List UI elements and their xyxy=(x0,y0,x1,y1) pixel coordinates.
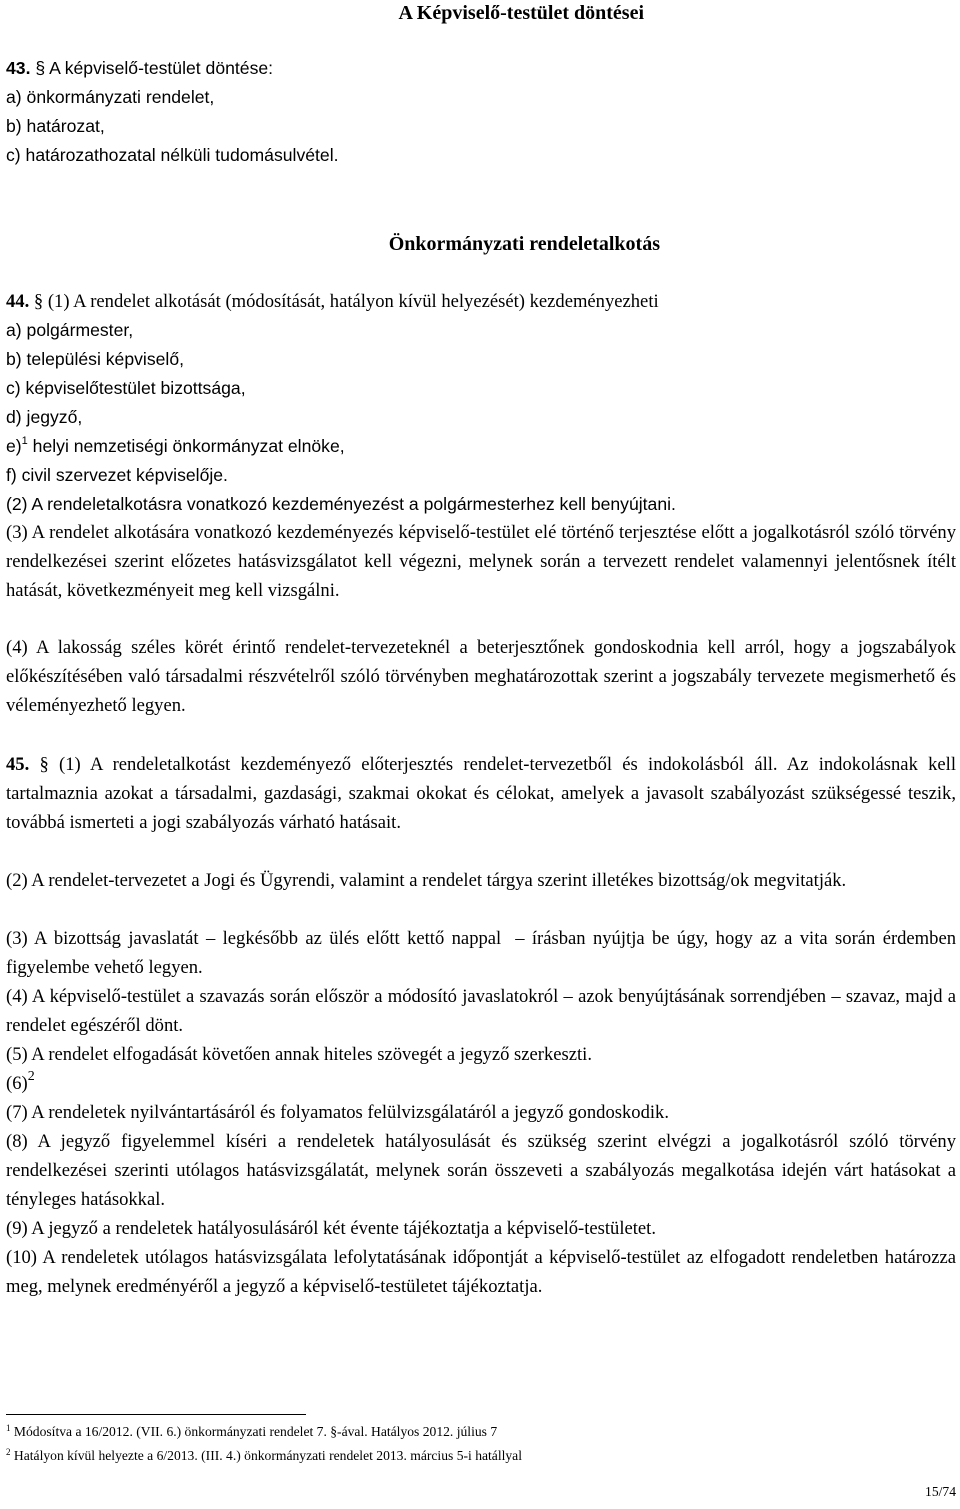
p6-label: (6) xyxy=(6,1073,28,1094)
section-45-p1-text: (1) A rendeletalkotást kezdeményező előterjesztés rendelet-tervezetből és indokolásból áll. Az indokolásnak kell tartalmaznia azokat a társadalmi, gazdasági, szakmai okokat és célokat, amelyek a javasolt szabályozást szükségessé teszik, továbbá ismerteti a jogi szabályozás várható hatásait. xyxy=(6,754,956,833)
section-heading: Önkormányzati rendeletalkotás xyxy=(388,233,660,255)
section-43-item-a: a) önkormányzati rendelet, xyxy=(6,87,215,107)
section-44-number: 44. xyxy=(6,291,30,312)
section-44-p1 xyxy=(6,287,956,316)
section-sign: § xyxy=(33,291,44,312)
section-44-item-d: d) jegyző, xyxy=(6,407,83,427)
section-45-p4: (4) A képviselő-testület a szavazás során először a módosító javaslatokról – azok benyújtásának sorrendjében – szavaz, majd a rendelet egészéről dönt. xyxy=(6,986,956,1036)
section-45-p7: (7) A rendeletek nyilvántartásáról és folyamatos felülvizsgálatáról a jegyző gondoskodik. xyxy=(6,1102,669,1123)
section-43-intro-text: A képviselő-testület döntése: xyxy=(49,58,274,78)
section-44-p1-text: (1) A rendelet alkotását (módosítását, hatályon kívül helyezését) kezdeményezheti xyxy=(47,291,659,312)
footnote-1-text: Módosítva a 16/2012. (VII. 6.) önkormányzati rendelet 7. §-ával. Hatályos 2012. július 7 xyxy=(13,1424,498,1439)
section-43-intro xyxy=(6,54,956,83)
section-43-number: 43. xyxy=(6,58,31,78)
section-44-p4: (4) A lakosság széles körét érintő rendelet-tervezeteknél a beterjesztőnek gondoskodnia kell arról, hogy a jogszabályok előkészítésében való társadalmi részvételről szóló törvényben meghatározottak szerint a jogszabály tervezete megismerhető és véleményezhető legyen. xyxy=(6,637,956,716)
footnote-ref-2[interactable]: 2 xyxy=(27,1069,35,1084)
section-44-p2: (2) A rendeletalkotásra vonatkozó kezdeményezést a polgármesterhez kell benyújtani. xyxy=(6,494,676,514)
footnote-2-text: Hatályon kívül helyezte a 6/2013. (III. 4.) önkormányzati rendelet 2013. március 5-i hatállyal xyxy=(13,1448,522,1463)
footnote-ref-1[interactable]: 1 xyxy=(21,435,28,447)
running-header: A Képviselő-testület döntései xyxy=(398,2,644,24)
section-45-p5: (5) A rendelet elfogadását követően annak hiteles szövegét a jegyző szerkeszti. xyxy=(6,1044,592,1065)
footnote-2-mark: 2 xyxy=(6,1447,11,1457)
section-45-p6 xyxy=(6,1069,956,1098)
section-45-p10: (10) A rendeletek utólagos hatásvizsgálata lefolytatásának időpontját a képviselő-testület az elfogadott rendeletben határozza meg, melynek eredményéről a jegyző a képviselő-testületet tájékoztatja. xyxy=(6,1247,956,1297)
section-45-number: 45. xyxy=(6,754,30,775)
section-45-p3-b: – írásban nyújtja be úgy, hogy az a vita során érdemben figyelembe vehető legyen. xyxy=(6,928,956,978)
section-45-p3 xyxy=(6,924,956,982)
footnote-separator xyxy=(6,1414,306,1415)
section-45-p8: (8) A jegyző figyelemmel kíséri a rendeletek hatályosulását és szükség szerint elvégzi a jogalkotásról szóló törvény rendelkezései szerinti utólagos hatásvizsgálatát, melynek során összeveti a szabályozás megalkotása idején várt hatásokat a tényleges hatásokkal. xyxy=(6,1131,956,1210)
section-45-p9: (9) A jegyző a rendeletek hatályosulásáról két évente tájékoztatja a képviselő-testületet. xyxy=(6,1218,656,1239)
section-44-item-b: b) települési képviselő, xyxy=(6,349,184,369)
section-45-p1 xyxy=(6,750,956,837)
item-e-text: helyi nemzetiségi önkormányzat elnöke, xyxy=(27,436,345,456)
section-43-item-b: b) határozat, xyxy=(6,116,105,136)
section-45-p3-a: (3) A bizottság javaslatát – legkésőbb az ülés előtt kettő nappal xyxy=(6,928,502,949)
section-44-p3: (3) A rendelet alkotására vonatkozó kezdeményezés képviselő-testület elé történő terjesztése előtt a jogalkotásról szóló törvény rendelkezései szerint előzetes hatásvizsgálatot kell végezni, melynek során a tervezett rendelet valamennyi jelentősnek ítélt hatását, következményeit meg kell vizsgálni. xyxy=(6,522,956,601)
section-sign: § xyxy=(39,754,49,775)
section-sign: § xyxy=(35,58,46,78)
footnote-1 xyxy=(6,1422,946,1441)
section-44-item-a: a) polgármester, xyxy=(6,320,134,340)
section-44-item-e xyxy=(6,432,956,461)
section-43-item-c: c) határozathozatal nélküli tudomásulvétel. xyxy=(6,145,339,165)
section-44-item-f: f) civil szervezet képviselője. xyxy=(6,465,228,485)
page-number: 15/74 xyxy=(925,1484,956,1499)
footnote-1-mark: 1 xyxy=(6,1423,11,1433)
item-e-label: e) xyxy=(6,436,22,456)
footnote-2 xyxy=(6,1446,946,1465)
section-44-item-c: c) képviselőtestület bizottsága, xyxy=(6,378,246,398)
section-45-p2: (2) A rendelet-tervezetet a Jogi és Ügyrendi, valamint a rendelet tárgya szerint illetékes bizottság/ok megvitatják. xyxy=(6,870,847,891)
